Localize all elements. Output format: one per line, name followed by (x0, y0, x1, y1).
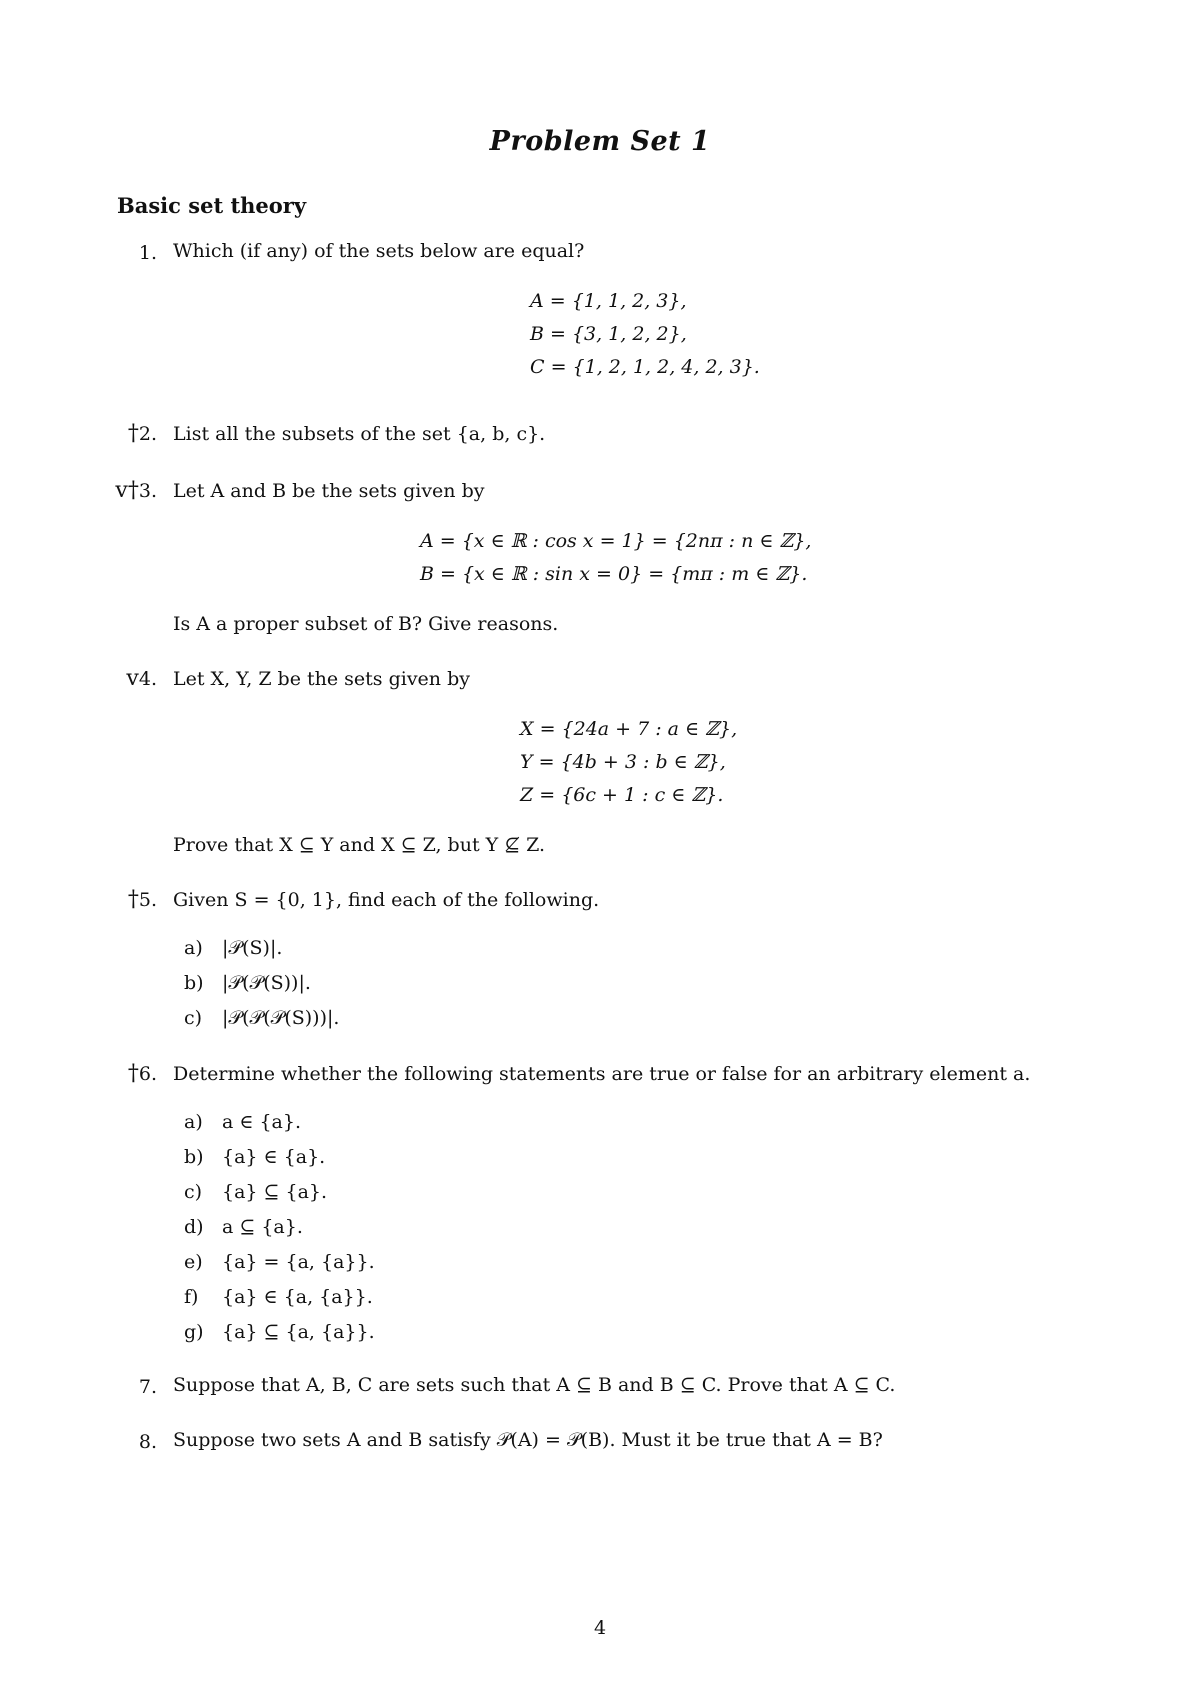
problem-4-equation-x: X = {24a + 7 : a ∈ ℤ}, (520, 718, 738, 740)
problem-3-equation-a: A = {x ∈ ℝ : cos x = 1} = {2nπ : n ∈ ℤ}, (420, 530, 812, 552)
problem-4-number: v4. (126, 666, 157, 691)
problem-3-equation-b: B = {x ∈ ℝ : sin x = 0} = {mπ : m ∈ ℤ}. (420, 563, 808, 585)
problem-2-text: List all the subsets of the set {a, b, c}. (173, 423, 546, 445)
problem-6-item-g: g) {a} ⊆ {a, {a}}. (184, 1321, 375, 1343)
problem-1-equation-a: A = {1, 1, 2, 3}, (530, 290, 687, 312)
page-number: 4 (593, 1617, 607, 1639)
problem-4-equation-z: Z = {6c + 1 : c ∈ ℤ}. (520, 784, 724, 806)
page-title: Problem Set 1 (489, 126, 711, 157)
problem-5-item-b: b) |𝒫(𝒫(S))|. (184, 972, 311, 994)
problem-6-item-c: c) {a} ⊆ {a}. (184, 1181, 328, 1203)
problem-1-equation-c: C = {1, 2, 1, 2, 4, 2, 3}. (530, 356, 760, 378)
problem-1-equation-b: B = {3, 1, 2, 2}, (530, 323, 687, 345)
problem-2-number: †2. (127, 421, 157, 446)
problem-6-item-a: a) a ∈ {a}. (184, 1111, 302, 1133)
problem-8-number: 8. (138, 1431, 157, 1453)
problem-5-item-a: a) |𝒫(S)|. (184, 937, 283, 959)
problem-3-followup: Is A a proper subset of B? Give reasons. (173, 613, 559, 635)
problem-6-item-e: e) {a} = {a, {a}}. (184, 1251, 375, 1273)
problem-1-text: Which (if any) of the sets below are equal? (173, 240, 585, 262)
problem-1-number: 1. (138, 242, 157, 264)
problem-6-item-f: f) {a} ∈ {a, {a}}. (184, 1286, 373, 1308)
problem-4-followup: Prove that X ⊆ Y and X ⊆ Z, but Y ⊈ Z. (173, 834, 546, 856)
problem-8-text: Suppose two sets A and B satisfy 𝒫(A) = 𝒫(B). Must it be true that A = B? (173, 1429, 883, 1451)
problem-6-number: †6. (127, 1061, 157, 1086)
problem-6-item-d: d) a ⊆ {a}. (184, 1216, 303, 1238)
problem-7-number: 7. (138, 1376, 157, 1398)
problem-7-text: Suppose that A, B, C are sets such that A ⊆ B and B ⊆ C. Prove that A ⊆ C. (173, 1374, 896, 1396)
problem-4-text: Let X, Y, Z be the sets given by (173, 668, 470, 690)
section-heading: Basic set theory (117, 193, 307, 218)
problem-6-item-b: b) {a} ∈ {a}. (184, 1146, 326, 1168)
problem-5-text: Given S = {0, 1}, find each of the following. (173, 889, 600, 911)
problem-5-item-c: c) |𝒫(𝒫(𝒫(S)))|. (184, 1007, 340, 1029)
problem-6-text: Determine whether the following statements are true or false for an arbitrary element a. (173, 1063, 1031, 1085)
problem-3-text: Let A and B be the sets given by (173, 480, 485, 502)
problem-4-equation-y: Y = {4b + 3 : b ∈ ℤ}, (520, 751, 726, 773)
problem-5-number: †5. (127, 887, 157, 912)
problem-3-number: v†3. (115, 478, 157, 503)
